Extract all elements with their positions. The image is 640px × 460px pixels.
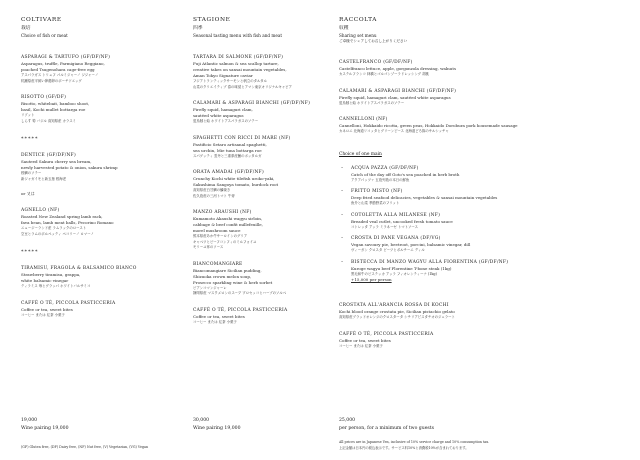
menu-column-coltivare [21, 16, 199, 318]
item-jp: 新ジャガイモと新玉葱 桜海老 [21, 176, 66, 181]
menu-item [21, 153, 199, 182]
wine-pairing: Wine pairing 19,000 [193, 426, 241, 431]
or-label: or 又は [21, 191, 35, 196]
item-title: COTOLETTA ALLA MILANESE (NF) [351, 212, 441, 218]
item-jp: コーヒー または 紅茶 小菓子 [339, 343, 383, 348]
item-title: SPAGHETTI CON RICCI DI MARE (NF) [193, 135, 291, 141]
item-title: CROSTA DI PANE VEGANA (DF/VG) [351, 236, 441, 241]
main-option [339, 236, 561, 254]
menu-column-raccolta [339, 16, 561, 349]
item-jp: コトレッタ アッラ ミラネーゼ トマトソース [351, 224, 419, 229]
menu-item [21, 301, 199, 319]
dash-bullet: – [341, 165, 344, 171]
menu-item [21, 55, 199, 84]
item-jp: しらす 筍 バジル 高知県産 カラスミ [21, 118, 76, 123]
separator: ***** [21, 249, 39, 255]
menu-item [21, 266, 199, 290]
item-desc: cabbage & beef confit millefeuille, [193, 222, 263, 227]
item-title: TARTARA DI SALMONE (GF/DF/NF) [193, 55, 284, 60]
item-jp: キャベツとビーフコンフィのミルフォイユ [193, 239, 257, 244]
item-jp: 高知県産白甘鯛の鱗焼き [193, 188, 231, 192]
main-choice-list [339, 166, 561, 284]
menu-item [193, 136, 353, 160]
section-title: RACCOLTA [339, 17, 378, 23]
item-desc: Biancomangiare Sicilian pudding, [193, 267, 262, 273]
item-jp: コーヒー または 紅茶 小菓子 [193, 319, 237, 324]
section-title-jp: 収穫 [339, 26, 349, 31]
main-option [339, 260, 561, 284]
menu-item [21, 95, 199, 124]
section-subtitle: Choice of fish or meat [21, 33, 68, 38]
menu-item [339, 89, 561, 107]
surcharge-note: +15,000 per person [351, 277, 392, 282]
price: 19,000 [21, 418, 38, 423]
item-jp: 高知県産ブラッドオレンジのクロスタータ シチリアピスタチオのジェラート [339, 315, 455, 319]
section-title: STAGIONE [193, 17, 231, 23]
item-desc: Kochi blood orange crostata pie, Sicilian pistachio gelato [339, 309, 455, 314]
item-desc: Deep fried seafood delicacies, vegetables & sansai mountain vegetables [351, 195, 498, 200]
item-desc: basil, Kochi mullet bottarga roe [21, 107, 86, 112]
item-desc: Cannelloni, Hokkaido ricotta, green peas, Hokkaido Dorobura pork housemade sausage [339, 123, 518, 128]
main-option [339, 213, 561, 231]
menu-item [193, 170, 353, 199]
item-title: TIRAMISU, FRAGOLA & BALSAMICO BIANCO [21, 266, 137, 271]
item-desc: Breaded veal cutlet, uncooked fresh tomato sauce [351, 218, 453, 224]
item-jp: 熊本県産あか牛サーロインのグリア [193, 234, 248, 238]
item-title: RISOTTO (GF/DF) [21, 95, 67, 100]
item-desc: Catch of the day off Goto's sea poached in herb broth [351, 171, 460, 177]
item-jp: ニュージーランド産 ラムラックのロースト [21, 226, 87, 230]
item-jp: 蛍烏賊と蛤 ホワイトアスパラガスのソテー [339, 100, 405, 105]
item-title: ASPARAGI & TARTUFO (GF/DF/NF) [21, 55, 111, 60]
item-title: BIANCOMANGIARE [193, 261, 243, 267]
tax-note: All prices are in Japanese Yen, inclusive of 10% service charge and 10% consumption tax. [339, 440, 490, 444]
item-jp: ヴィーガン クロスタ ビーツとポルチーニ ディル [351, 248, 425, 252]
item-jp: 桜鯛のソテー [21, 171, 42, 175]
item-title: DENTICE (GF/DF/NF) [21, 153, 76, 158]
dessert-list [339, 303, 561, 349]
item-desc: Fuji Atlantic salmon & sea scallop tartare, [193, 61, 279, 66]
item-desc: Coffee or tea, sweet bites [21, 306, 73, 312]
item-jp: モリーユ茸のソース [193, 245, 224, 249]
item-title: CALAMARI & ASPARAGI BIANCHI (GF/DF/NF) [339, 88, 457, 94]
dietary-legend: (GF) Gluten free, (DF) Dairy free, (NF) Nut free, (V) Vegetarian, (VG) Vegan [21, 445, 149, 449]
price: 30,000 [193, 418, 210, 423]
section-subtitle-jp: ご卓様でシェアしてお召し上がりください [339, 39, 408, 43]
item-title: ORATA AMADAI (GF/DF/NF) [193, 170, 265, 175]
item-desc: sea urchin, Mie tuna bottarga roe [193, 147, 262, 153]
item-jp: フジアトランティックサーモンと帆立のタルタル [193, 79, 268, 83]
item-title: MANZO ARAUSHI (NF) [193, 210, 252, 215]
item-jp: コーヒー または 紅茶 小菓子 [21, 312, 65, 317]
item-desc: Asparagus, truffle, Parmigiano Reggiano, [21, 61, 105, 66]
choice-heading: Choice of one main [339, 151, 382, 157]
menu-column-stagione [193, 16, 353, 325]
menu-item [339, 60, 561, 78]
item-jp: カステルフランコ 林檎とゴルゴンゾーラドレッシング 胡桃 [339, 72, 429, 76]
dash-bullet: – [341, 212, 344, 218]
item-title: ACQUA PAZZA (GF/DF/NF) [351, 165, 419, 171]
item-title: CAFFÈ O TÈ, PICCOLA PASTICCERIA [339, 331, 434, 337]
item-desc: fava bean, lamb meat balls, Pecorino Romano [21, 220, 114, 225]
item-desc: Coffee or tea, sweet bites [193, 313, 245, 319]
item-desc: Prosecco sparkling wine & herb sorbet [193, 279, 273, 285]
price-note: per person, for a minimum of two guests [339, 426, 434, 431]
item-jp: カネロニ 北海道リコッタとグリーンピース 北海道どろ豚のサルシッチャ [339, 129, 449, 133]
wine-pairing: Wine pairing 19,000 [21, 426, 69, 431]
item-desc: Roasted New Zealand spring lamb rack, [21, 214, 103, 219]
item-jp: ティラミス 苺とグラッパ ホワイトバルサミコ [21, 284, 91, 288]
price: 25,000 [339, 418, 356, 423]
item-desc: Risotto, whitebait, bamboo shoot, [21, 101, 90, 106]
item-jp: 空豆とラムのポルペッティ ペコリーノ ロマーノ [21, 231, 94, 236]
item-desc: Shizuoka crown melon soup, [193, 273, 252, 279]
item-jp: 杭瀬原産平飼い卵鶏卵のポーチドエッグ [21, 78, 82, 83]
menu-item [193, 259, 353, 297]
item-title: CAFFÈ O TÈ, PICCOLA PASTICCERIA [193, 307, 288, 313]
item-desc: Aman Tokyo Signature caviar [193, 73, 253, 78]
item-title: CASTELFRANCO (GF/DF/NF) [339, 60, 413, 65]
menu-item [21, 208, 199, 237]
item-jp: 魚介と山菜 季節野菜のフリット [351, 201, 400, 205]
item-desc: Firefly squid, hamaguri clam, sautéed white asparagus [339, 94, 451, 100]
item-jp: アスパラガス トリュフ パルミジャーノ ジジャーノ [21, 73, 99, 77]
course-list [21, 55, 199, 318]
main-option [339, 166, 561, 184]
menu-item [193, 210, 353, 251]
item-title: CANNELLONI (NF) [339, 117, 388, 122]
item-desc: Coffee or tea, sweet bites [339, 337, 391, 343]
item-desc: Strawberry tiramisu, grappa, [21, 272, 81, 277]
item-desc: Vegan savoury pie, beetroot, porcini, balsamic vinegar, dill [351, 242, 471, 247]
item-jp: ビアンコマンジャーレ [193, 285, 227, 290]
section-subtitle: Sharing set menu [339, 33, 377, 38]
item-title: CROSTATA ALL'ARANCIA ROSSA DI KOCHI [339, 303, 449, 308]
section-title-jp: 四季 [193, 26, 203, 31]
item-desc: Firefly squid, hamaguri clam, [193, 107, 253, 112]
item-jp: 静岡県産 マスクメロンのスープ プロセッコとハーブのソルベ [193, 291, 287, 295]
course-list [193, 55, 353, 325]
item-jp: 黒毛和牛のビステッカ アッラ フィオレンティーナ (1kg) [351, 271, 437, 276]
item-jp: 蛍烏賊と蛤 ホワイトアスパラガスのソテー [193, 119, 259, 123]
section-title-jp: 栽培 [21, 26, 31, 31]
item-title: FRITTO MISTO (NF) [351, 189, 403, 194]
item-desc: newly harvested potato & onion, sakura shrimp [21, 165, 118, 170]
item-desc: creative takes on sansai mountain vegetables, [193, 67, 287, 72]
dash-bullet: – [341, 189, 344, 194]
item-jp: 山菜のクリエイティブ 春の味覚とアマン東京オリジナルキャビア [193, 84, 292, 89]
item-desc: poached Tsugenohara cage-free egg [21, 67, 95, 72]
section-subtitle: Seasonal tasting menu with fish and meat [193, 33, 283, 38]
item-desc: Kuroge wagyu beef Florentine T-bone steak (1kg) [351, 265, 452, 271]
item-title: CALAMARI & ASPARAGI BIANCHI (GF/DF/NF) [193, 101, 311, 106]
tax-note-jp: 上記金額は日本円の税込表示です。サービス料10%と消費税10%が含まれております。 [339, 446, 469, 450]
separator: ***** [21, 136, 39, 142]
dash-bullet: – [341, 236, 344, 241]
main-option [339, 189, 561, 207]
item-title: AGNELLO (NF) [21, 208, 60, 213]
item-jp: アクアパッツァ 五島列島の本日の鮮魚 [351, 177, 410, 182]
item-desc: Sakushima Sangoya tomato, burdock root [193, 182, 279, 187]
item-title: BISTECCA DI MANZO WAGYU ALLA FIORENTINA (GF/DF/NF) [351, 259, 509, 265]
item-desc: sautéed white asparagus [193, 113, 244, 118]
item-jp: 佐久島産の三河トマト 牛蒡 [193, 193, 235, 198]
menu-item [193, 308, 353, 326]
menu-item [339, 332, 561, 350]
item-desc: Crunchy Kochi white tilefish uroko-yaki, [193, 176, 275, 181]
menu-item [339, 117, 561, 135]
dash-bullet: – [341, 259, 344, 265]
item-desc: Sauteed Sakura cherry sea bream, [21, 159, 92, 164]
section-title: COLTIVARE [21, 17, 62, 23]
menu-item [193, 55, 353, 90]
item-desc: morel mushroom sauce [193, 228, 241, 233]
menu-item [193, 101, 353, 125]
item-desc: Kumamoto Akaushi wagyu sirloin, [193, 216, 263, 221]
item-desc: Castelfranco lettuce, apple, gorgonzola dressing, walnuts [339, 66, 456, 71]
item-title: CAFFÈ O TÈ, PICCOLA PASTICCERIA [21, 300, 116, 306]
menu-item [339, 303, 561, 321]
item-jp: スパゲッティ 雲丹と三重県産鮪のボッタルガ [193, 153, 262, 158]
item-jp: リゾット [21, 113, 35, 117]
item-desc: Pastificio Setaro artisanal spaghetti, [193, 141, 267, 147]
course-list [339, 60, 561, 135]
item-desc: white balsamic vinegar [21, 278, 69, 283]
